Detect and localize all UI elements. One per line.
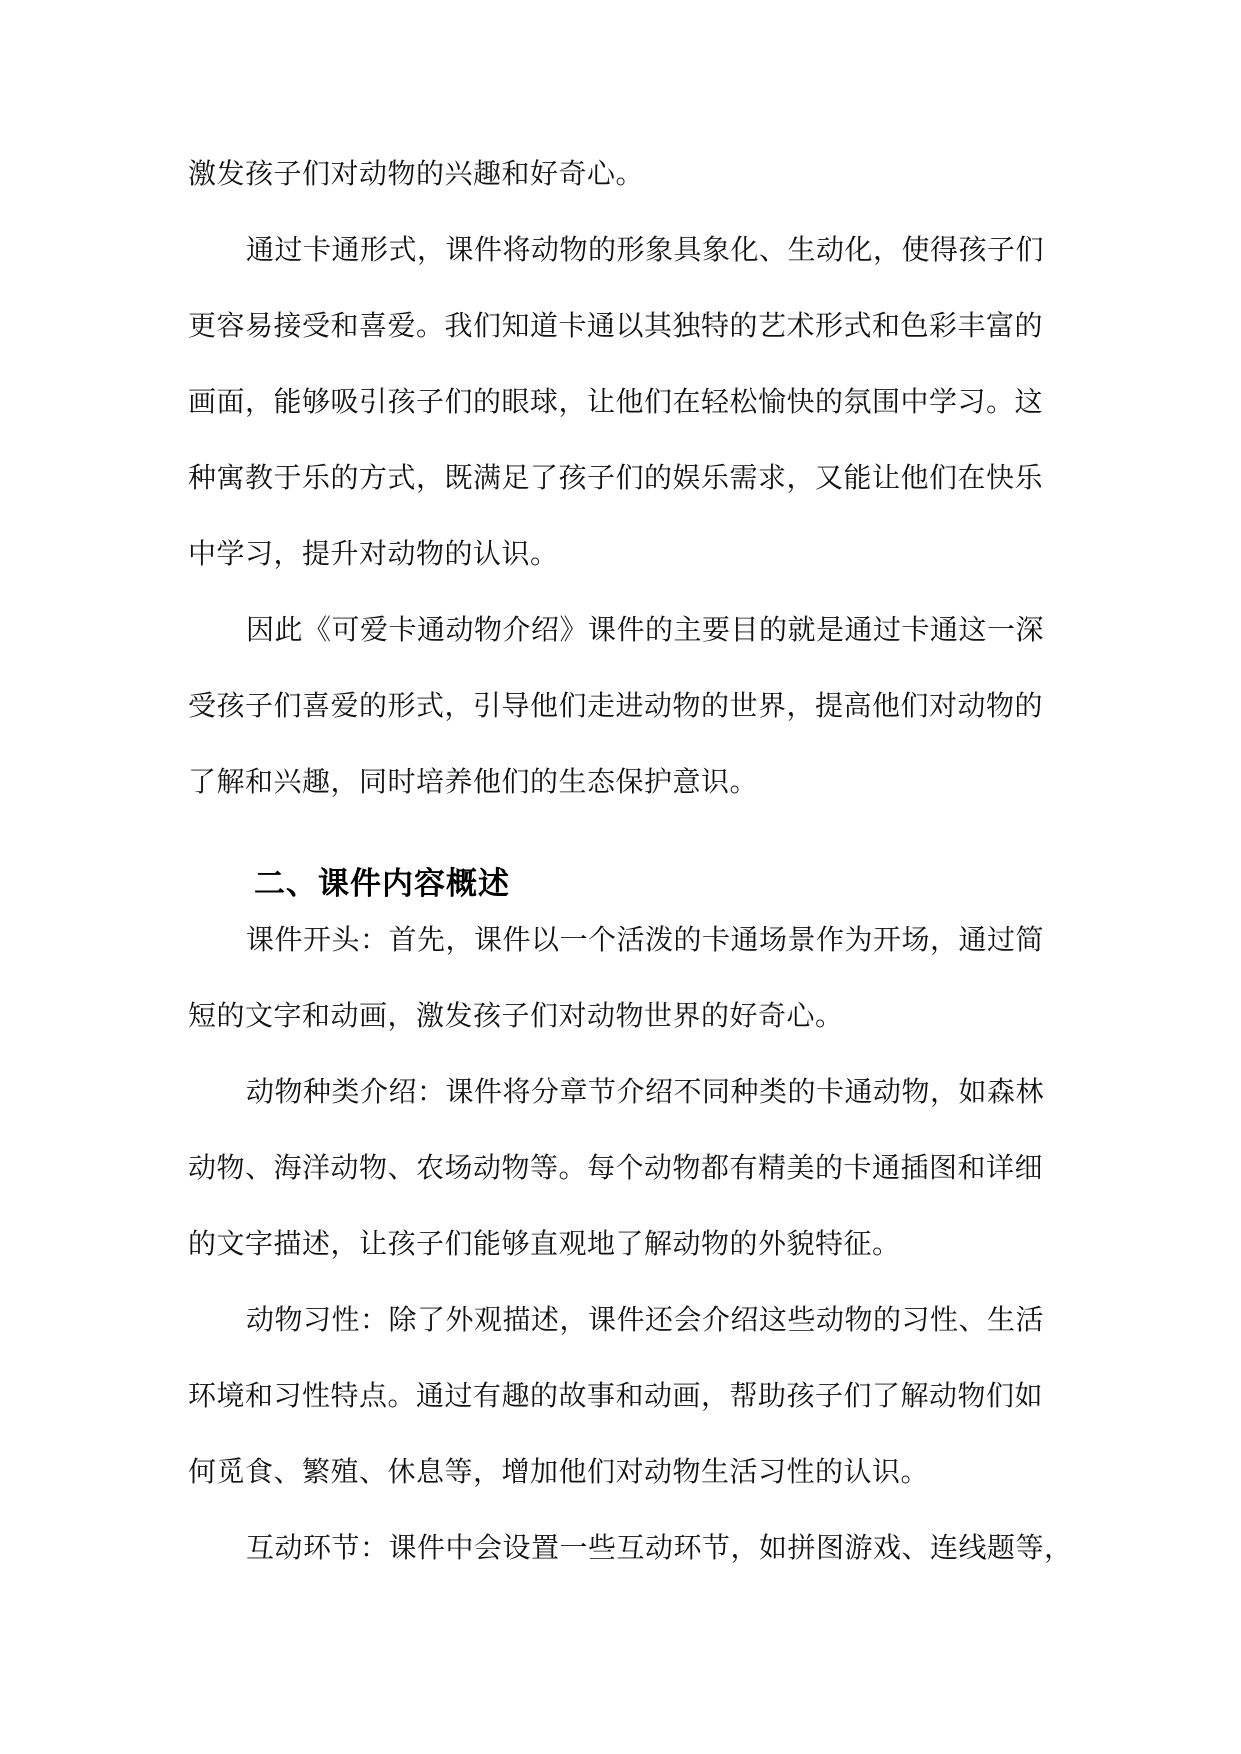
text-line: 因此《可爱卡通动物介绍》课件的主要目的就是通过卡通这一深 (246, 613, 1045, 646)
text-line: 动物、海洋动物、农场动物等。每个动物都有精美的卡通插图和详细 (188, 1151, 1044, 1184)
paragraph (188, 1054, 1052, 1282)
text-line: 中学习，提升对动物的认识。 (188, 537, 559, 570)
section-heading: 二、课件内容概述 (254, 866, 510, 902)
paragraph (188, 592, 1052, 820)
text-line: 何觅食、繁殖、休息等，增加他们对动物生活习性的认识。 (188, 1455, 930, 1488)
paragraph (188, 1282, 1052, 1510)
text-line: 环境和习性特点。通过有趣的故事和动画，帮助孩子们了解动物们如 (188, 1379, 1044, 1412)
text-line: 画面，能够吸引孩子们的眼球，让他们在轻松愉快的氛围中学习。这 (188, 385, 1044, 418)
paragraph (188, 136, 1052, 212)
text-line: 激发孩子们对动物的兴趣和好奇心。 (188, 157, 645, 190)
text-line: 短的文字和动画，激发孩子们对动物世界的好奇心。 (188, 999, 844, 1032)
text-line: 受孩子们喜爱的形式，引导他们走进动物的世界，提高他们对动物的 (188, 689, 1044, 722)
text-line: 通过卡通形式，课件将动物的形象具象化、生动化，使得孩子们 (246, 233, 1045, 266)
text-line: 了解和兴趣，同时培养他们的生态保护意识。 (188, 765, 759, 798)
text-line: 动物习性：除了外观描述，课件还会介绍这些动物的习性、生活 (246, 1303, 1045, 1336)
paragraph (188, 212, 1052, 592)
body-text-top (188, 136, 1052, 820)
paragraph (188, 1510, 1073, 1586)
text-line: 种寓教于乐的方式，既满足了孩子们的娱乐需求，又能让他们在快乐 (188, 461, 1044, 494)
text-line: 课件开头：首先，课件以一个活泼的卡通场景作为开场，通过简 (246, 923, 1045, 956)
body-text-bottom (188, 902, 1073, 1586)
text-line: 的文字描述，让孩子们能够直观地了解动物的外貌特征。 (188, 1227, 901, 1260)
text-line: 更容易接受和喜爱。我们知道卡通以其独特的艺术形式和色彩丰富的 (188, 309, 1044, 342)
paragraph (188, 902, 1052, 1054)
text-line: 动物种类介绍：课件将分章节介绍不同种类的卡通动物，如森林 (246, 1075, 1045, 1108)
text-line: 互动环节：课件中会设置一些互动环节，如拼图游戏、连线题等， (246, 1531, 1073, 1564)
